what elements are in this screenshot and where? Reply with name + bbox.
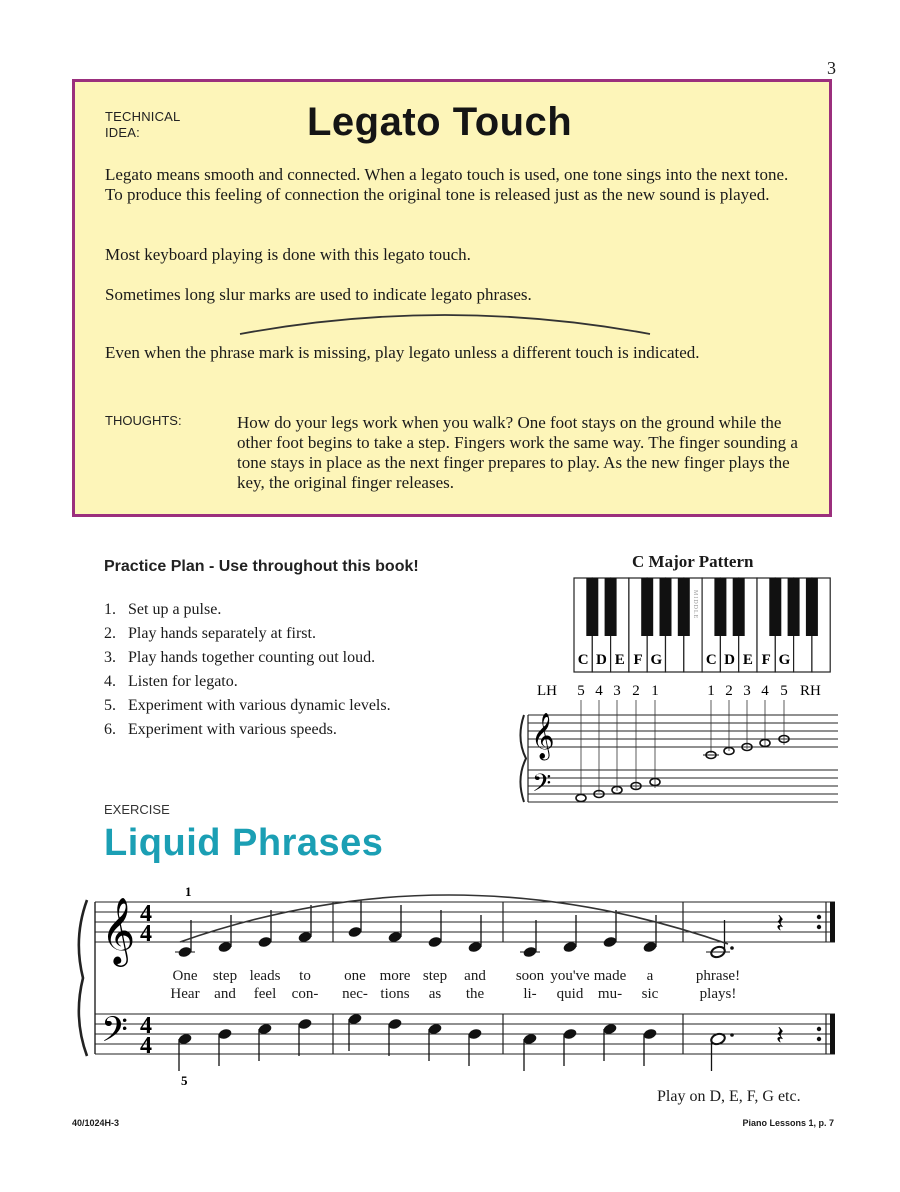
lyric-word-verse-2: and (214, 986, 236, 1002)
black-key (660, 578, 672, 636)
lyric-word-verse-1: and (464, 968, 486, 984)
finger-number: 5 (780, 683, 788, 699)
phrase-mark-text: Even when the phrase mark is missing, play legato unless a different touch is indicated. (105, 343, 700, 362)
slur-example (235, 308, 655, 338)
grand-staff-pattern (520, 700, 838, 803)
time-signature: 4 (140, 921, 152, 947)
black-key (769, 578, 781, 636)
exercise-title: Liquid Phrases (104, 822, 384, 864)
footer-reference: Piano Lessons 1, p. 7 (742, 1118, 834, 1128)
label-line-2: IDEA: (105, 125, 140, 140)
practice-plan-title: Practice Plan - Use throughout this book! (104, 558, 419, 575)
treble-clef: 𝄞 (101, 898, 136, 963)
lyric-word-verse-1: one (344, 968, 366, 984)
key-letter: F (761, 652, 771, 668)
key-letter: D (724, 652, 735, 668)
lyric-word-verse-1: step (212, 968, 238, 984)
key-letter: C (577, 652, 589, 668)
lyric-word-verse-2: Hear (170, 986, 200, 1002)
exercise-score (0, 870, 900, 1085)
finger-number: 2 (725, 683, 733, 699)
middle-c-label: MIDDLE (692, 590, 699, 620)
list-item: 5. Experiment with various dynamic levels. (104, 697, 391, 714)
finger-number: 4 (761, 683, 769, 699)
finger-number: 2 (632, 683, 640, 699)
lyric-word-verse-2: nec- (342, 986, 368, 1002)
quarter-rest: 𝄽 (776, 1021, 784, 1050)
bass-clef: 𝄢 (101, 1012, 129, 1058)
finger-number: 4 (595, 683, 603, 699)
key-letter: D (596, 652, 607, 668)
legato-common-use: Most keyboard playing is done with this legato touch. (105, 245, 471, 264)
final-barline (830, 1014, 835, 1054)
legato-definition: Legato means smooth and connected. When a legato touch is used, one tone sings into the next tone. To produce this feeling of connection the original tone is released just as the new sound is played. (105, 165, 789, 204)
time-signature: 4 (140, 1013, 152, 1039)
footer-code: 40/1024H-3 (72, 1118, 120, 1128)
treble-clef: 𝄞 (531, 713, 555, 758)
keyboard-title: C Major Pattern (632, 552, 754, 571)
key-letter: F (633, 652, 643, 668)
finger-number: 3 (613, 683, 621, 699)
black-key (733, 578, 745, 636)
exercise-label: EXERCISE (104, 802, 170, 817)
lyric-word-verse-1: step (422, 968, 448, 984)
finger-number: 3 (743, 683, 751, 699)
lyric-word-verse-1: soon (515, 968, 545, 984)
lyric-word-verse-2: as (428, 986, 442, 1002)
thoughts-label: THOUGHTS: (105, 413, 182, 428)
augmentation-dot (730, 946, 734, 950)
quarter-rest: 𝄽 (776, 909, 784, 938)
label-line-1: TECHNICAL (105, 109, 181, 124)
brace (520, 715, 526, 802)
repeat-dot (817, 915, 821, 919)
black-key (788, 578, 800, 636)
rh-start-finger: 1 (185, 884, 192, 899)
lyric-word-verse-1: phrase! (695, 968, 741, 984)
repeat-dot (817, 1027, 821, 1031)
augmentation-dot (730, 1033, 734, 1037)
lyric-word-verse-2: li- (523, 986, 537, 1002)
key-letter: E (742, 652, 753, 668)
lyric-word-verse-1: One (172, 968, 198, 984)
lyric-word-verse-1: leads (249, 968, 281, 984)
black-key (714, 578, 726, 636)
time-signature: 4 (140, 901, 152, 927)
black-key (605, 578, 617, 636)
black-key (806, 578, 818, 636)
lyric-word-verse-2: con- (291, 986, 319, 1002)
lyric-word-verse-1: made (593, 968, 627, 984)
lyric-word-verse-1: a (646, 968, 654, 984)
list-item: 2. Play hands separately at first. (104, 625, 316, 642)
list-item: 6. Experiment with various speeds. (104, 721, 337, 738)
keyboard-diagram (574, 578, 830, 672)
technical-idea-label (105, 109, 180, 141)
page-number: 3 (827, 58, 836, 78)
lyric-word-verse-2: plays! (699, 986, 737, 1002)
key-letter: C (705, 652, 717, 668)
repeat-dot (817, 925, 821, 929)
list-item: 4. Listen for legato. (104, 673, 238, 690)
c-major-pattern-diagram (500, 570, 845, 820)
lyric-word-verse-1: to (299, 968, 311, 984)
transpose-footnote: Play on D, E, F, G etc. (657, 1088, 801, 1105)
key-letter: G (650, 652, 663, 668)
lyric-word-verse-2: quid (556, 986, 584, 1002)
lyric-word-verse-2: tions (380, 986, 410, 1002)
finger-number: 1 (651, 683, 659, 699)
lyric-word-verse-1: you've (550, 968, 590, 984)
whole-note (576, 795, 586, 802)
list-item: 1. Set up a pulse. (104, 601, 222, 618)
final-barline (830, 902, 835, 942)
lyric-word-verse-2: sic (641, 986, 659, 1002)
finger-number: 1 (707, 683, 715, 699)
slur-marks-text: Sometimes long slur marks are used to indicate legato phrases. (105, 285, 532, 304)
list-item: 3. Play hands together counting out loud. (104, 649, 376, 666)
lh-label: LH (537, 683, 557, 699)
lyric-word-verse-2: the (465, 986, 485, 1002)
lh-start-finger: 5 (181, 1073, 188, 1085)
black-key (641, 578, 653, 636)
rh-label: RH (800, 683, 821, 699)
finger-number: 5 (577, 683, 585, 699)
black-key (586, 578, 598, 636)
brace (79, 900, 87, 1056)
technical-idea-box (72, 79, 832, 517)
time-signature: 4 (140, 1033, 152, 1059)
lyric-word-verse-1: more (379, 968, 411, 984)
box-title: Legato Touch (307, 100, 573, 144)
finger-numbers (577, 683, 788, 699)
key-letter: G (778, 652, 791, 668)
lyric-word-verse-2: mu- (597, 986, 623, 1002)
key-letter: E (614, 652, 625, 668)
lyric-word-verse-2: feel (253, 986, 277, 1002)
practice-plan-list (104, 598, 391, 742)
thoughts-text: How do your legs work when you walk? One foot stays on the ground while the other foot begins to take a step. Fingers work the same way. The finger sounding a tone stays in place as the next finger prepares to play. As the new finger plays the key, the original finger releases. (237, 413, 798, 492)
black-key (678, 578, 690, 636)
repeat-dot (817, 1037, 821, 1041)
bass-clef: 𝄢 (532, 770, 552, 803)
